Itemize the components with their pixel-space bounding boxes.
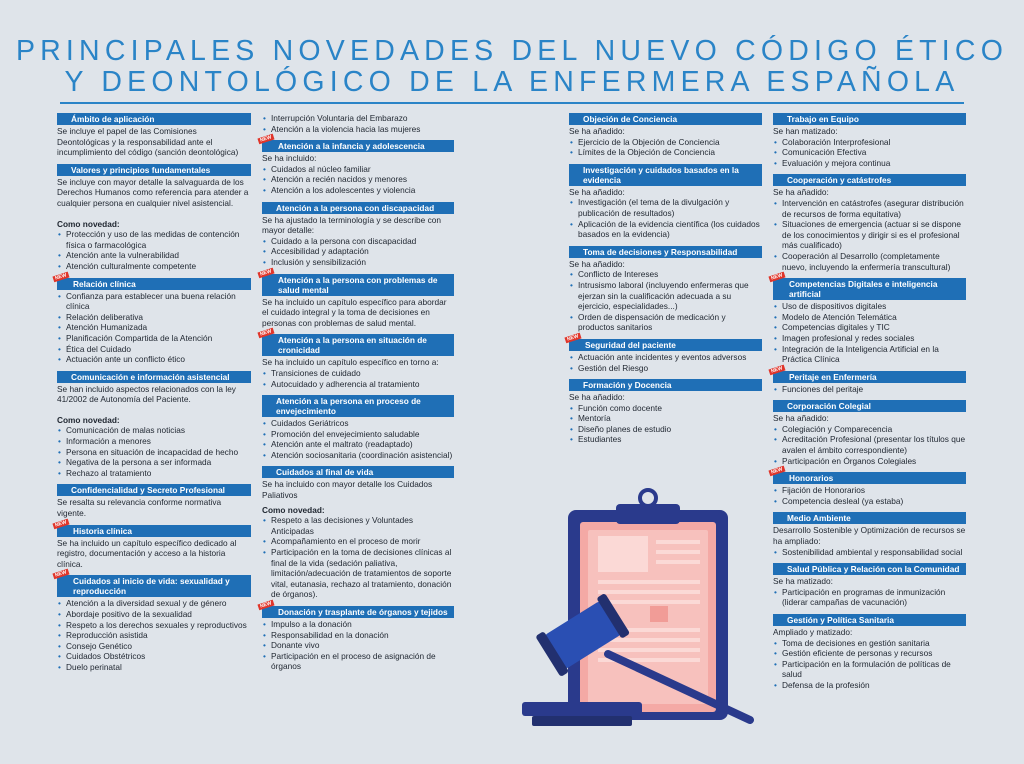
list-item: • Competencias digitales y TIC xyxy=(773,322,966,333)
section-title: Investigación y cuidados basados en la evidencia xyxy=(583,164,739,185)
list-item: • Comunicación Efectiva xyxy=(773,147,966,158)
section-description: Se han incluido aspectos relacionados con la ley 41/2002 de Autonomía del Paciente. xyxy=(57,383,236,405)
list-item: • Abordaje positivo de la sexualidad xyxy=(57,609,251,620)
bullet-list xyxy=(773,424,966,466)
list-item: • Cuidados al núcleo familiar xyxy=(262,164,454,175)
section-description: Se ha incluido: xyxy=(262,153,317,164)
list-item: • Accesibilidad y adaptación xyxy=(262,246,454,257)
new-badge: NEW xyxy=(259,600,273,610)
section-title: Atención a la persona con discapacidad xyxy=(276,202,435,213)
list-item: • Investigación (el tema de la divulgación y publicación de resultados) xyxy=(569,197,762,218)
list-item: • Responsabilidad en la donación xyxy=(262,630,454,641)
list-item: • Defensa de la profesión xyxy=(773,680,966,691)
section-header xyxy=(259,328,454,356)
list-item: • Cuidados Geriátricos xyxy=(262,418,454,429)
bullet-list xyxy=(773,638,966,691)
section xyxy=(259,328,454,389)
section-title: Trabajo en Equipo xyxy=(787,114,859,124)
title-line-2: Y DEONTOLÓGICO DE LA ENFERMERA ESPAÑOLA xyxy=(64,66,960,98)
list-item: • Cuidado a la persona con discapacidad xyxy=(262,236,454,247)
bullet-list xyxy=(262,515,454,600)
section xyxy=(54,271,251,365)
list-item: • Sostenibilidad ambiental y responsabilidad social xyxy=(773,547,966,558)
section xyxy=(259,134,454,195)
list-item: • Fijación de Honorarios xyxy=(773,485,966,496)
section-description: Se ha añadido: xyxy=(773,413,829,424)
section xyxy=(773,512,966,557)
section-title: Gestión y Política Sanitaria xyxy=(787,615,894,625)
list-item: • Participación en la formulación de políticas de salud xyxy=(773,659,966,680)
list-item: • Persona en situación de incapacidad de hecho xyxy=(57,447,251,458)
section-description: Ampliado y matizado: xyxy=(773,627,853,637)
section xyxy=(57,371,251,479)
list-item: • Situaciones de emergencia (actuar si se dispone de los conocimientos y dirigir si es el profesional más cualificado) xyxy=(773,219,966,251)
section xyxy=(569,164,762,240)
list-item: • Intervención en catástrofes (asegurar distribución de recursos de forma equitativa) xyxy=(773,198,966,219)
section-title: Confidencialidad y Secreto Profesional xyxy=(71,485,225,496)
bullet-list xyxy=(773,485,966,506)
new-badge: NEW xyxy=(770,466,784,476)
list-item: • Negativa de la persona a ser informada xyxy=(57,457,251,468)
list-item: • Competencia desleal (ya estaba) xyxy=(773,496,966,507)
section-header xyxy=(57,484,251,496)
section xyxy=(773,563,966,608)
section-description: Se incluye con mayor detalle la salvaguarda de los Derechos Humanos como referencia para atender a cualquier persona en cualquier nivel asistencial. xyxy=(57,176,249,208)
bullet-list xyxy=(569,197,762,239)
list-item: • Participación en Órganos Colegiales xyxy=(773,456,966,467)
list-item: • Orden de dispensación de medicación y productos sanitarios xyxy=(569,312,762,333)
list-item: • Comunicación de malas noticias xyxy=(57,425,251,436)
list-item: • Atención ante la vulnerabilidad xyxy=(57,250,251,261)
section-title: Medio Ambiente xyxy=(787,513,851,524)
section xyxy=(57,164,251,272)
section xyxy=(54,518,251,570)
section-description: Desarrollo Sostenible y Optimización de recursos se ha ampliado: xyxy=(773,525,966,547)
list-item: • Intrusismo laboral (incluyendo enfermeras que ejerzan sin la cualificación adecuada a su ejercicio, especialidades...) xyxy=(569,280,762,312)
section-header xyxy=(773,614,966,626)
section-header xyxy=(262,466,454,478)
section xyxy=(569,246,762,333)
section xyxy=(770,466,966,506)
section-description: Se ha añadido: xyxy=(569,126,625,136)
list-item: • Autocuidado y adherencia al tratamiento xyxy=(262,379,454,390)
list-item: • Conflicto de Intereses xyxy=(569,269,762,280)
list-item: • Estudiantes xyxy=(569,434,762,445)
section-description: Se ha añadido: xyxy=(569,392,625,403)
section xyxy=(57,113,251,158)
section-title: Cuidados al inicio de vida: sexualidad y reproducción xyxy=(73,576,230,597)
section-title: Salud Pública y Relación con la Comunidad xyxy=(787,564,960,575)
new-badge: NEW xyxy=(770,365,784,375)
section-header xyxy=(259,600,454,618)
new-badge: NEW xyxy=(54,518,68,529)
section-description: Se ha añadido: xyxy=(773,187,829,198)
list-item: • Atención a la violencia hacia las mujeres xyxy=(262,124,454,135)
list-item: • Evaluación y mejora continua xyxy=(773,158,966,169)
list-item: • Respeto a los derechos sexuales y reproductivos xyxy=(57,620,251,631)
section-title: Relación clínica xyxy=(73,278,136,289)
section-description: Se incluye el papel de las Comisiones Deontológicas y la responsabilidad ante el incumplimiento del código (sanción deontológica) xyxy=(57,126,239,158)
section-title: Cooperación y catástrofes xyxy=(787,175,892,186)
bullet-list xyxy=(262,113,454,134)
list-item: • Rechazo al tratamiento xyxy=(57,468,251,479)
section-description: Se ha incluido un capítulo específico para abordar el cuidado integral y la toma de decisiones en personas con problemas de salud mental. xyxy=(262,296,447,328)
column-1 xyxy=(54,113,251,679)
section-description: Se ha incluido un capítulo específico dedicado al registro, documentación y acceso a la historia clínica. xyxy=(57,537,237,569)
list-item: • Colegiación y Comparecencia xyxy=(773,424,966,435)
gavel-base xyxy=(522,702,642,716)
section-title: Atención a la infancia y adolescencia xyxy=(278,141,425,152)
new-badge: NEW xyxy=(259,267,273,278)
section-description: Se han matizado: xyxy=(773,126,838,136)
bullet-list xyxy=(773,137,966,169)
list-item: • Diseño planes de estudio xyxy=(569,424,762,435)
clipboard-gavel-illustration xyxy=(518,484,758,736)
list-item: • Confianza para establecer una buena relación clínica xyxy=(57,291,251,312)
section-title: Atención a la persona en proceso de envejecimiento xyxy=(276,396,421,417)
section-title: Formación y Docencia xyxy=(583,380,672,391)
column-2 xyxy=(259,113,454,678)
bullet-list xyxy=(773,384,966,395)
list-item: • Acreditación Profesional (presentar los títulos que avalen el ámbito correspondiente) xyxy=(773,434,966,455)
list-item: • Atención Humanizada xyxy=(57,322,251,333)
section-header xyxy=(770,365,966,383)
section xyxy=(773,174,966,272)
section-title: Competencias Digitales e inteligencia artificial xyxy=(789,279,938,300)
list-item: • Duelo perinatal xyxy=(57,662,251,673)
section-title: Honorarios xyxy=(789,473,834,484)
section-description: Se resalta su relevancia conforme normativa vigente. xyxy=(57,497,222,519)
list-item: • Transiciones de cuidado xyxy=(262,368,454,379)
section-description: Se ha añadido: xyxy=(569,186,625,197)
bullet-list xyxy=(569,352,762,373)
bullet-list xyxy=(57,229,251,271)
section-title: Historia clínica xyxy=(73,525,133,536)
bullet-list xyxy=(773,198,966,272)
bullet-list xyxy=(773,587,966,608)
section-header xyxy=(54,518,251,537)
bullet-list xyxy=(57,425,251,478)
list-item: • Atención sociosanitaria (coordinación asistencial) xyxy=(262,450,454,461)
new-badge: NEW xyxy=(259,134,273,144)
section xyxy=(57,484,251,518)
section-header xyxy=(259,134,454,152)
title-line-1: PRINCIPALES NOVEDADES DEL NUEVO CÓDIGO ÉTICO xyxy=(15,35,1009,67)
section xyxy=(259,267,454,329)
section-header xyxy=(773,174,966,186)
section-description: Se ha incluido un capítulo específico en torno a: xyxy=(262,357,439,368)
section-header xyxy=(54,569,251,597)
column-3 xyxy=(566,113,762,451)
bullet-list xyxy=(262,236,454,268)
section-header xyxy=(54,271,251,290)
list-item: • Respeto a las decisiones y Voluntades Anticipadas xyxy=(262,515,454,536)
section-header xyxy=(569,379,762,391)
list-item: • Cuidados Obstétricos xyxy=(57,651,251,662)
section xyxy=(773,113,966,168)
list-item: • Acompañamiento en el proceso de morir xyxy=(262,536,454,547)
spacer xyxy=(57,405,251,411)
section-header xyxy=(569,246,762,258)
bullet-list xyxy=(569,269,762,333)
list-item: • Ejercicio de la Objeción de Conciencia xyxy=(569,137,762,148)
list-item: • Participación en el proceso de asignación de órganos xyxy=(262,651,454,672)
bullet-list xyxy=(262,368,454,389)
section-title: Seguridad del paciente xyxy=(585,339,676,350)
section-title: Atención a la persona con problemas de salud mental xyxy=(278,274,438,295)
list-item: • Función como docente xyxy=(569,403,762,414)
section-title: Atención a la persona en situación de cronicidad xyxy=(278,335,427,356)
bullet-list xyxy=(773,547,966,558)
section xyxy=(569,113,762,158)
spacer xyxy=(57,209,251,215)
list-item: • Impulso a la donación xyxy=(262,619,454,630)
list-item: • Gestión del Riesgo xyxy=(569,363,762,374)
list-item: • Colaboración Interprofesional xyxy=(773,137,966,148)
section-header xyxy=(569,113,762,125)
bullet-list xyxy=(569,403,762,445)
list-item: • Gestión eficiente de personas y recursos xyxy=(773,648,966,659)
section xyxy=(569,379,762,445)
section-header xyxy=(773,400,966,412)
bullet-list xyxy=(57,291,251,365)
section-header xyxy=(569,164,762,186)
section xyxy=(773,400,966,466)
section-title: Toma de decisiones y Responsabilidad xyxy=(583,246,738,257)
list-item: • Modelo de Atención Telemática xyxy=(773,312,966,323)
list-item: • Integración de la Inteligencia Artificial en la Práctica Clínica xyxy=(773,344,966,365)
section-title: Cuidados al final de vida xyxy=(276,467,374,478)
section-header xyxy=(770,466,966,484)
section xyxy=(262,202,454,268)
list-item: • Atención culturalmente competente xyxy=(57,261,251,272)
section-title: Donación y trasplante de órganos y tejidos xyxy=(278,607,448,617)
section-header xyxy=(57,371,251,383)
section xyxy=(566,333,762,373)
list-item: • Atención a la diversidad sexual y de género xyxy=(57,598,251,609)
novelty-label: Como novedad: xyxy=(57,218,120,229)
list-item: • Actuación ante un conflicto ético xyxy=(57,354,251,365)
list-item: • Participación en la toma de decisiones clínicas al final de la vida (sedación paliativa, limitación/adecuación de tratamientos de soporte vital, eutanasia, rechazo al tratamiento, donación de órganos). xyxy=(262,547,454,600)
list-item: • Relación deliberativa xyxy=(57,312,251,323)
section-title: Comunicación e información asistencial xyxy=(71,371,230,382)
bullet-list xyxy=(773,301,966,365)
section-header xyxy=(566,333,762,351)
section-description: Se ha añadido: xyxy=(569,258,625,269)
list-item: • Inclusión y sensibilización xyxy=(262,257,454,268)
section-header xyxy=(773,512,966,524)
bullet-list xyxy=(262,619,454,672)
list-item: • Planificación Compartida de la Atención xyxy=(57,333,251,344)
list-item: • Mentoría xyxy=(569,413,762,424)
list-item: • Aplicación de la evidencia científica (los cuidados basados en la evidencia) xyxy=(569,219,762,240)
bullet-list xyxy=(262,418,454,460)
section-header xyxy=(57,113,251,125)
list-item: • Atención a los adolescentes y violencia xyxy=(262,185,454,196)
bullet-list xyxy=(569,137,762,158)
list-item: • Participación en programas de inmunización (liderar campañas de vacunación) xyxy=(773,587,966,608)
new-badge: NEW xyxy=(770,272,784,282)
section-header xyxy=(259,267,454,296)
section-title: Valores y principios fundamentales xyxy=(71,164,211,175)
section-description: Se ha incluido con mayor detalle los Cuidados Paliativos xyxy=(262,479,433,501)
list-item: • Imagen profesional y redes sociales xyxy=(773,333,966,344)
section xyxy=(54,569,251,672)
list-item: • Límites de la Objeción de Conciencia xyxy=(569,147,762,158)
list-item: • Funciones del peritaje xyxy=(773,384,966,395)
section-title: Objeción de Conciencia xyxy=(583,114,678,124)
section xyxy=(770,272,966,365)
section xyxy=(259,600,454,672)
column-4 xyxy=(770,113,966,697)
list-item: • Reproducción asistida xyxy=(57,630,251,641)
section-header xyxy=(773,563,966,575)
list-item: • Protección y uso de las medidas de contención física o farmacológica xyxy=(57,229,251,250)
section-title: Ámbito de aplicación xyxy=(71,114,155,124)
section-header xyxy=(773,113,966,125)
section-header xyxy=(262,395,454,417)
list-item: • Toma de decisiones en gestión sanitaria xyxy=(773,638,966,649)
list-item: • Promoción del envejecimiento saludable xyxy=(262,429,454,440)
new-badge: NEW xyxy=(54,271,68,282)
section xyxy=(773,614,966,691)
list-item: • Interrupción Voluntaria del Embarazo xyxy=(262,113,454,124)
list-item: • Atención ante el maltrato (readaptado) xyxy=(262,439,454,450)
section-header xyxy=(57,164,251,176)
section-title: Peritaje en Enfermería xyxy=(789,371,877,382)
section xyxy=(262,395,454,460)
section xyxy=(262,113,454,134)
list-item: • Donante vivo xyxy=(262,640,454,651)
list-item: • Cooperación al Desarrollo (completamente nuevo, incluyendo la enfermería transcultural) xyxy=(773,251,966,272)
bullet-list xyxy=(57,598,251,672)
section-title: Corporación Colegial xyxy=(787,401,871,412)
bullet-list xyxy=(262,164,454,196)
new-badge: NEW xyxy=(259,328,273,338)
new-badge: NEW xyxy=(566,333,580,343)
section xyxy=(262,466,454,600)
section-description: Se ha matizado: xyxy=(773,576,833,587)
list-item: • Consejo Genético xyxy=(57,641,251,652)
list-item: • Uso de dispositivos digitales xyxy=(773,301,966,312)
novelty-label: Como novedad: xyxy=(262,504,325,515)
new-badge: NEW xyxy=(54,569,68,580)
section xyxy=(770,365,966,395)
novelty-label: Como novedad: xyxy=(57,414,120,425)
list-item: • Atención a recién nacidos y menores xyxy=(262,174,454,185)
section-header xyxy=(262,202,454,214)
section-description: Se ha ajustado la terminología y se describe con mayor detalle: xyxy=(262,214,441,236)
list-item: • Ética del Cuidado xyxy=(57,344,251,355)
page-title xyxy=(0,36,1024,98)
section-header xyxy=(770,272,966,300)
title-divider xyxy=(60,102,964,104)
list-item: • Información a menores xyxy=(57,436,251,447)
list-item: • Actuación ante incidentes y eventos adversos xyxy=(569,352,762,363)
